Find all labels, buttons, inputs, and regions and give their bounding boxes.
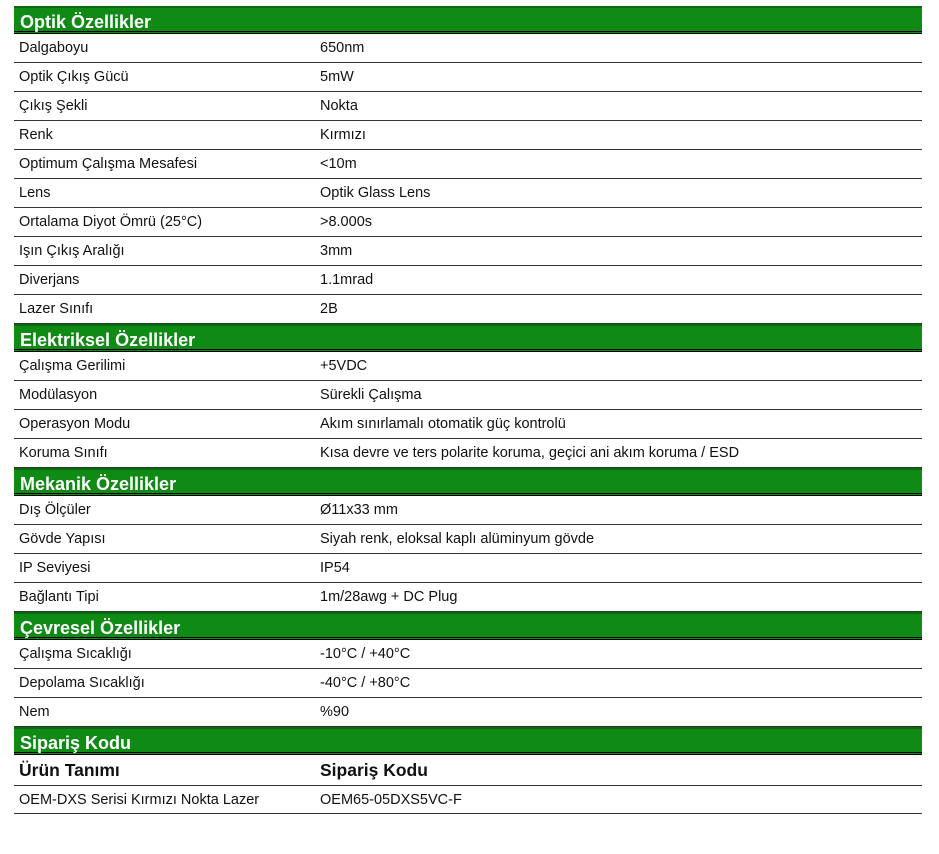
table-row bbox=[14, 381, 922, 410]
spec-value: IP54 bbox=[320, 560, 350, 576]
spec-value: 5mW bbox=[320, 69, 354, 85]
section-header-siparis: Sipariş Kodu bbox=[14, 727, 922, 755]
table-row bbox=[14, 295, 922, 324]
spec-value: Sürekli Çalışma bbox=[320, 387, 422, 403]
table-row bbox=[14, 669, 922, 698]
spec-value: Kırmızı bbox=[320, 127, 366, 143]
table-row bbox=[14, 34, 922, 63]
table-row bbox=[14, 554, 922, 583]
spec-value: <10m bbox=[320, 156, 357, 172]
spec-label: Modülasyon bbox=[19, 387, 98, 403]
table-row bbox=[14, 352, 922, 381]
table-row bbox=[14, 640, 922, 669]
spec-value: 3mm bbox=[320, 243, 353, 259]
spec-label: Lazer Sınıfı bbox=[19, 301, 94, 317]
spec-label: Depolama Sıcaklığı bbox=[19, 675, 145, 691]
spec-label: Ortalama Diyot Ömrü (25°C) bbox=[19, 214, 203, 230]
section-optik-rows bbox=[14, 34, 922, 324]
table-row bbox=[14, 179, 922, 208]
spec-value: Ø11x33 mm bbox=[320, 502, 398, 518]
spec-value: 1.1mrad bbox=[320, 272, 374, 288]
section-header-optik: Optik Özellikler bbox=[14, 6, 922, 34]
spec-value: 650nm bbox=[320, 40, 365, 56]
spec-label: Bağlantı Tipi bbox=[19, 589, 99, 605]
spec-label: Çalışma Gerilimi bbox=[19, 358, 126, 374]
spec-value: Kısa devre ve ters polarite koruma, geçici ani akım koruma / ESD bbox=[320, 445, 740, 461]
spec-value: Optik Glass Lens bbox=[320, 185, 431, 201]
spec-label: Koruma Sınıfı bbox=[19, 445, 108, 461]
section-elektrik-rows bbox=[14, 352, 922, 468]
table-row bbox=[14, 583, 922, 612]
table-row bbox=[14, 698, 922, 727]
table-row bbox=[14, 785, 922, 814]
order-column-headers bbox=[14, 755, 922, 785]
table-row bbox=[14, 208, 922, 237]
table-row bbox=[14, 237, 922, 266]
spec-label: Çıkış Şekli bbox=[19, 98, 88, 114]
spec-label: IP Seviyesi bbox=[19, 560, 91, 576]
section-mekanik-rows bbox=[14, 496, 922, 612]
section-header-elektrik: Elektriksel Özellikler bbox=[14, 324, 922, 352]
section-cevre-rows bbox=[14, 640, 922, 727]
table-row bbox=[14, 121, 922, 150]
spec-label: Diverjans bbox=[19, 272, 80, 288]
table-row bbox=[14, 150, 922, 179]
spec-value: -40°C / +80°C bbox=[320, 675, 411, 691]
spec-label: Dalgaboyu bbox=[19, 40, 89, 56]
spec-label: Işın Çıkış Aralığı bbox=[19, 243, 125, 259]
column-header-code: Sipariş Kodu bbox=[320, 759, 428, 780]
spec-label: Renk bbox=[19, 127, 53, 143]
table-row bbox=[14, 63, 922, 92]
spec-value: Akım sınırlamalı otomatik güç kontrolü bbox=[320, 416, 566, 432]
spec-label: Optimum Çalışma Mesafesi bbox=[19, 156, 198, 172]
spec-value: Nokta bbox=[320, 98, 358, 114]
order-code: OEM65-05DXS5VC-F bbox=[320, 791, 462, 808]
section-header-cevre: Çevresel Özellikler bbox=[14, 612, 922, 640]
table-row bbox=[14, 439, 922, 468]
spec-label: Lens bbox=[19, 185, 51, 201]
table-row bbox=[14, 525, 922, 554]
section-header-mekanik: Mekanik Özellikler bbox=[14, 468, 922, 496]
table-row bbox=[14, 496, 922, 525]
spec-sheet bbox=[14, 6, 922, 814]
column-header-product: Ürün Tanımı bbox=[19, 759, 120, 780]
product-description: OEM-DXS Serisi Kırmızı Nokta Lazer bbox=[19, 791, 260, 808]
spec-label: Dış Ölçüler bbox=[19, 502, 91, 518]
spec-value: 2B bbox=[320, 301, 338, 317]
table-row bbox=[14, 410, 922, 439]
spec-label: Gövde Yapısı bbox=[19, 531, 106, 547]
spec-value: >8.000s bbox=[320, 214, 373, 230]
spec-value: Siyah renk, eloksal kaplı alüminyum gövde bbox=[320, 531, 595, 547]
spec-label: Çalışma Sıcaklığı bbox=[19, 646, 132, 662]
table-row bbox=[14, 266, 922, 295]
spec-value: 1m/28awg + DC Plug bbox=[320, 589, 458, 605]
spec-label: Nem bbox=[19, 704, 50, 720]
spec-label: Optik Çıkış Gücü bbox=[19, 69, 129, 85]
table-row bbox=[14, 92, 922, 121]
spec-value: +5VDC bbox=[320, 358, 368, 374]
spec-label: Operasyon Modu bbox=[19, 416, 131, 432]
spec-value: %90 bbox=[320, 704, 350, 720]
spec-value: -10°C / +40°C bbox=[320, 646, 411, 662]
